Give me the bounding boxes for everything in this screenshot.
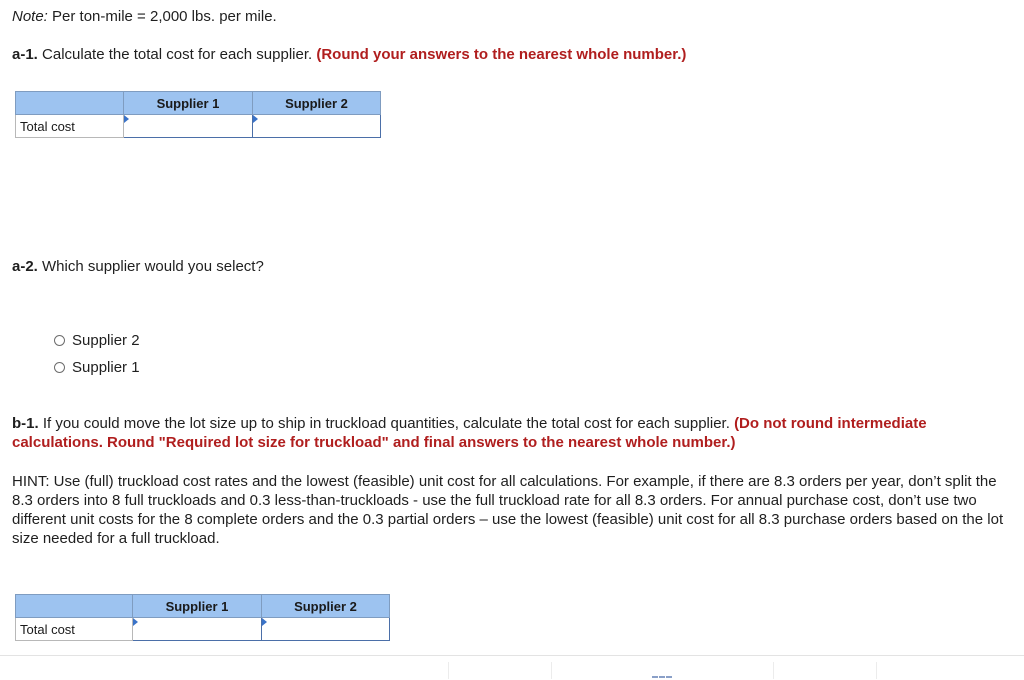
a1-supplier-2-cell[interactable] [253, 115, 381, 138]
a1-supplier-2-total-cost-input[interactable] [253, 115, 380, 137]
radio-option-label: Supplier 1 [72, 359, 140, 376]
b1-instruction: (Do not round intermediate calculations. Round "Required lot size for truckload" and final answers to the nearest whole number.) [12, 415, 927, 451]
a1-row-label: Total cost [16, 115, 124, 138]
b1-row-label: Total cost [16, 618, 133, 641]
b1-header-supplier-1: Supplier 1 [133, 595, 262, 618]
nav-separator [773, 662, 774, 679]
input-marker-icon [124, 115, 129, 123]
a1-question-text: Calculate the total cost for each supplier. [37, 46, 317, 63]
nav-separator [551, 662, 552, 679]
note-label: Note: [12, 8, 48, 25]
b1-supplier-1-cell[interactable] [133, 618, 262, 641]
b1-total-cost-row [16, 618, 390, 641]
b1-hint: HINT: Use (full) truckload cost rates and the lowest (feasible) unit cost for all calculations. For example, if there are 8.3 orders per year, don’t split the 8.3 orders into 8 full truckloads and 0.3 less-than-truckloads - use the full truckload rate for all 8.3 orders. For annual purchase cost, don’t use two different unit costs for the 8 complete orders and the 0.3 partial orders – use the lowest (feasible) unit cost for all 8.3 purchase orders based on the lot size needed for a full truckload. [12, 473, 1004, 547]
radio-option-label: Supplier 2 [72, 332, 140, 349]
input-marker-icon [253, 115, 258, 123]
note-text: Per ton-mile = 2,000 lbs. per mile. [47, 8, 277, 25]
a1-supplier-1-cell[interactable] [124, 115, 253, 138]
a1-answer-table [15, 91, 381, 138]
input-marker-icon [133, 618, 138, 626]
b1-header-row [16, 595, 390, 618]
a1-question [12, 45, 686, 64]
a1-supplier-1-total-cost-input[interactable] [124, 115, 252, 137]
a1-header-supplier-1: Supplier 1 [124, 92, 253, 115]
a2-question-text: Which supplier would you select? [37, 258, 264, 275]
a1-instruction: (Round your answers to the nearest whole number.) [316, 46, 687, 63]
bottom-divider [0, 655, 1024, 656]
b1-supplier-2-cell[interactable] [262, 618, 390, 641]
b1-answer-table [15, 594, 390, 641]
a1-header-supplier-2: Supplier 2 [253, 92, 381, 115]
radio-option-supplier-1[interactable] [54, 358, 140, 377]
b1-question-text: If you could move the lot size up to ship in truckload quantities, calculate the total cost for each supplier. [38, 415, 735, 432]
a2-question [12, 257, 264, 276]
a1-total-cost-row [16, 115, 381, 138]
radio-button[interactable] [54, 362, 65, 373]
a2-label: a-2. [12, 258, 38, 275]
b1-supplier-2-total-cost-input[interactable] [262, 618, 389, 640]
b1-question [12, 414, 1012, 452]
radio-option-supplier-2[interactable] [54, 331, 140, 350]
radio-button[interactable] [54, 335, 65, 346]
b1-supplier-1-total-cost-input[interactable] [133, 618, 261, 640]
note-line [12, 7, 277, 26]
pagination-icon[interactable] [652, 676, 672, 680]
b1-header-blank [16, 595, 133, 618]
b1-header-supplier-2: Supplier 2 [262, 595, 390, 618]
a1-header-blank [16, 92, 124, 115]
nav-separator [448, 662, 449, 679]
nav-separator [876, 662, 877, 679]
a1-label: a-1. [12, 46, 38, 63]
a1-header-row [16, 92, 381, 115]
input-marker-icon [262, 618, 267, 626]
b1-label: b-1. [12, 415, 39, 432]
